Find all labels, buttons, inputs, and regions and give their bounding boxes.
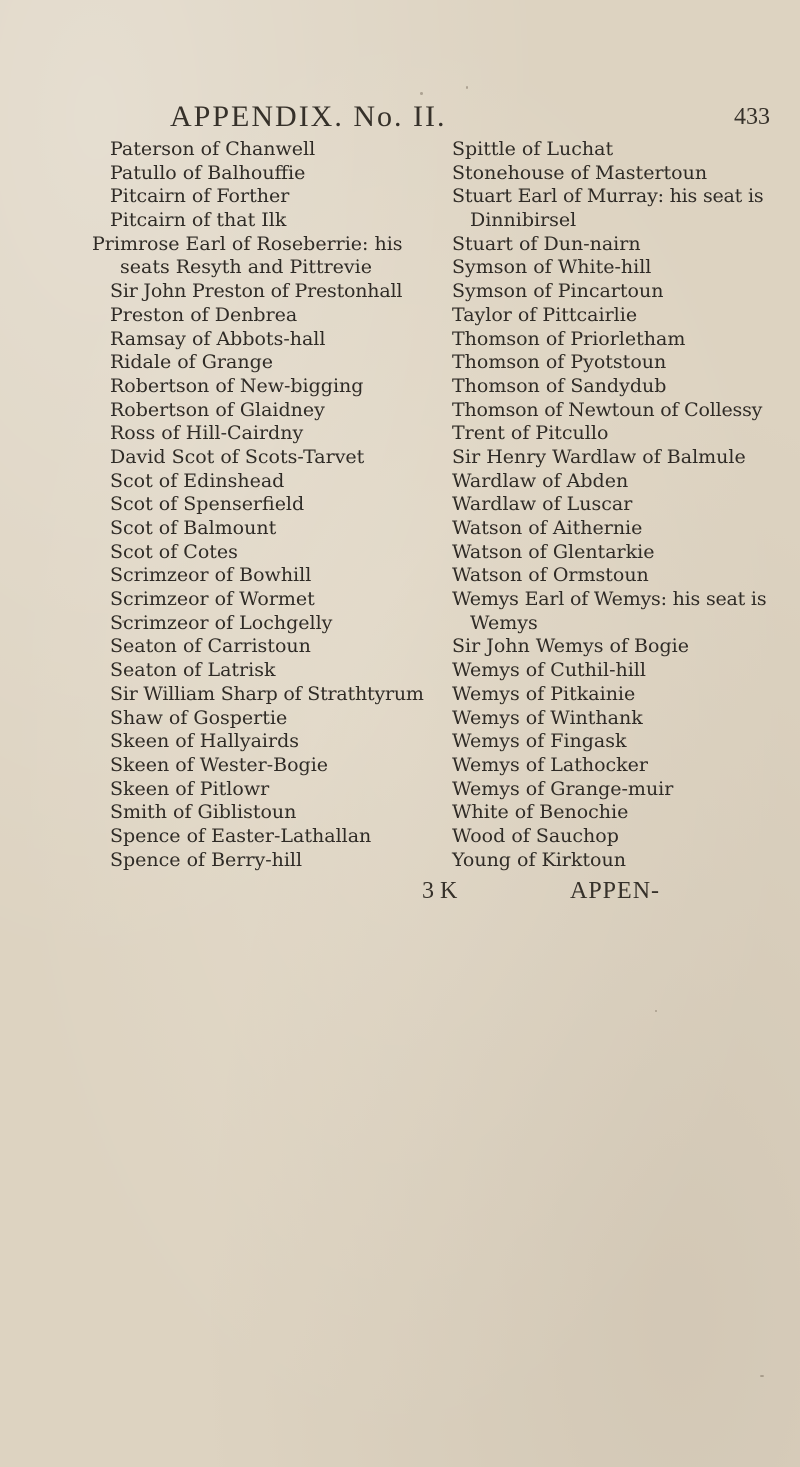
paper-speck <box>760 1375 764 1377</box>
list-item: Taylor of Pittcairlie <box>452 303 638 326</box>
list-item: Paterson of Chanwell <box>110 138 316 160</box>
list-item: Symson of White-hill <box>452 256 652 279</box>
list-item: Wemys Earl of Wemys: his seat is <box>452 588 767 611</box>
list-item: White of Benochie <box>452 801 629 824</box>
list-item: Trent of Pitcullo <box>452 422 609 445</box>
list-item: Wemys of Fingask <box>452 730 627 753</box>
list-item: Skeen of Hallyairds <box>110 730 299 753</box>
list-item: Scot of Cotes <box>110 540 238 563</box>
list-item: Stonehouse of Mastertoun <box>452 161 708 184</box>
list-item: Wardlaw of Luscar <box>452 493 633 516</box>
list-item: Skeen of Pitlowr <box>110 777 270 800</box>
list-item: Scrimzeor of Wormet <box>110 588 315 611</box>
paper-speck <box>655 1010 657 1012</box>
signature-mark: 3 K <box>422 878 458 904</box>
list-item: Ridale of Grange <box>110 351 273 374</box>
list-item: Patullo of Balhouffie <box>110 161 306 184</box>
paper-speck <box>420 92 423 95</box>
list-item: Young of Kirktoun <box>452 848 626 871</box>
list-item: Robertson of New-bigging <box>110 374 364 397</box>
paper-speck <box>466 86 468 89</box>
list-item: Wemys of Grange-muir <box>452 777 674 800</box>
list-item: Seaton of Latrisk <box>110 659 276 682</box>
list-item: Watson of Glentarkie <box>452 540 655 563</box>
list-item: Seaton of Carristoun <box>110 635 311 658</box>
list-item: Wood of Sauchop <box>452 824 619 847</box>
list-item: Scot of Balmount <box>110 517 277 539</box>
list-item: Watson of Aithernie <box>452 517 643 539</box>
list-item: Pitcairn of Forther <box>110 185 290 208</box>
list-item: Spence of Easter-Lathallan <box>110 824 372 847</box>
list-item: Scrimzeor of Lochgelly <box>110 611 333 634</box>
list-item: Ross of Hill-Cairdny <box>110 422 304 445</box>
list-item: Scot of Spenserfield <box>110 493 305 516</box>
list-item: Scrimzeor of Bowhill <box>110 564 312 587</box>
list-item: Stuart of Dun-nairn <box>452 232 641 255</box>
list-item: Sir William Sharp of Strathtyrum <box>110 682 424 705</box>
list-item: Spittle of Luchat <box>452 138 614 160</box>
list-item: Sir Henry Wardlaw of Balmule <box>452 445 746 468</box>
list-item: Robertson of Glaidney <box>110 398 325 421</box>
list-item: Wemys of Pitkainie <box>452 682 636 705</box>
list-item: David Scot of Scots-Tarvet <box>110 445 365 468</box>
page-number: 433 <box>734 104 770 130</box>
list-item: Preston of Denbrea <box>110 303 298 326</box>
list-item: Shaw of Gospertie <box>110 706 288 729</box>
running-title: APPENDIX. No. II. <box>170 100 447 133</box>
list-item: Pitcairn of that Ilk <box>110 209 287 232</box>
list-item: Sir John Wemys of Bogie <box>452 635 689 658</box>
list-item: Wemys of Cuthil-hill <box>452 659 646 682</box>
list-item: Thomson of Newtoun of Collessy <box>452 398 763 421</box>
list-item: Thomson of Pyotstoun <box>452 351 667 374</box>
catchword: APPEN- <box>570 878 661 904</box>
list-item: Wemys of Lathocker <box>452 753 649 776</box>
list-item: Smith of Giblistoun <box>110 801 297 824</box>
list-item: Thomson of Priorletham <box>452 327 686 350</box>
right-column-list <box>452 138 797 872</box>
list-item: Dinnibirsel <box>470 209 577 232</box>
list-item: Scot of Edinshead <box>110 469 285 492</box>
list-item: Wemys <box>470 611 538 634</box>
page-footer <box>0 878 800 912</box>
list-item: Spence of Berry-hill <box>110 848 303 871</box>
list-item: Skeen of Wester-Bogie <box>110 753 329 776</box>
list-item: Wemys of Winthank <box>452 706 643 729</box>
list-item: Sir John Preston of Prestonhall <box>110 280 403 303</box>
left-column-list <box>92 138 432 872</box>
list-item: Wardlaw of Abden <box>452 469 629 492</box>
list-item: Ramsay of Abbots-hall <box>110 327 326 350</box>
list-item: Stuart Earl of Murray: his seat is <box>452 185 764 208</box>
list-item: Watson of Ormstoun <box>452 564 649 587</box>
list-item: seats Resyth and Pittrevie <box>120 256 372 279</box>
list-item: Primrose Earl of Roseberrie: his <box>92 232 403 255</box>
list-item: Thomson of Sandydub <box>452 374 667 397</box>
list-item: Symson of Pincartoun <box>452 280 664 303</box>
